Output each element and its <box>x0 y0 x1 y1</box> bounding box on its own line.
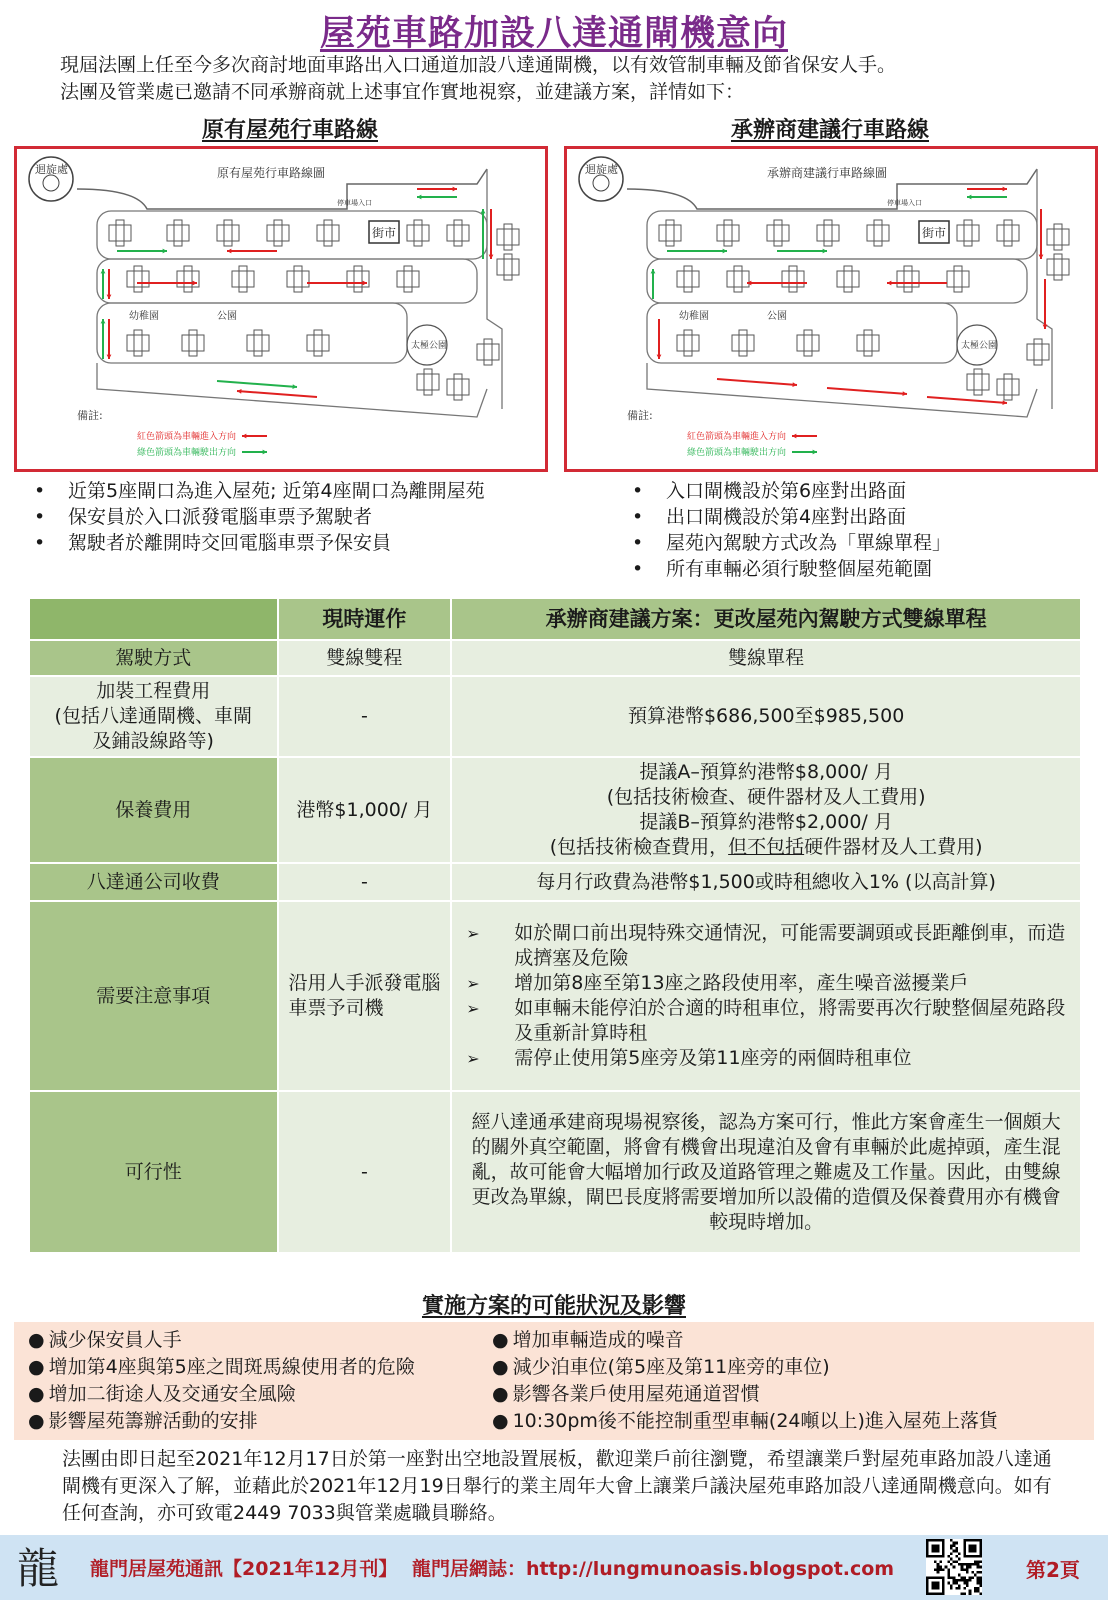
building-block <box>867 225 889 241</box>
impact-item: ● 影響屋苑籌辦活動的安排 <box>28 1408 415 1435</box>
impact-item: ● 增加車輛造成的噪音 <box>492 1327 998 1354</box>
title-wrap <box>0 6 1108 56</box>
comparison-table <box>28 597 1082 1254</box>
building-block <box>677 271 699 287</box>
map-title: 原有屋苑行車路線圖 <box>217 166 326 180</box>
table-header-row <box>30 599 1080 639</box>
qr-module <box>963 1582 966 1585</box>
qr-module <box>977 1582 980 1585</box>
row-label-notes: 需要注意事項 <box>30 902 277 1090</box>
intro-line-2: 法團及管業處已邀請不同承辦商就上述事宜作實地視察，並建議方案，詳情如下： <box>60 81 745 103</box>
remarks-label: 備註: <box>77 409 103 422</box>
qr-finder-core <box>969 1544 977 1552</box>
remarks-label: 備註: <box>627 409 653 422</box>
qr-module <box>947 1582 950 1585</box>
building-block <box>677 335 699 351</box>
qr-module <box>958 1579 961 1582</box>
note-item: ➢ 如於閘口前出現特殊交通情況，可能需要調頭或長距離倒車，而造成擠塞及危險 <box>456 921 1076 971</box>
qr-module <box>966 1584 969 1587</box>
cell-proposal: 雙線單程 <box>452 641 1080 675</box>
qr-module <box>963 1568 966 1571</box>
legend-exit-label: 綠色箭頭為車輛駛出方向 <box>137 448 237 458</box>
qr-finder-core <box>931 1544 939 1552</box>
qr-module <box>955 1550 958 1553</box>
cell-current: 雙線雙程 <box>279 641 451 675</box>
impact-item: ● 10:30pm後不能控制重型車輛(24噸以上)進入屋苑上落貨 <box>492 1408 998 1435</box>
building-block <box>1027 344 1049 360</box>
qr-module <box>977 1566 980 1569</box>
building-block <box>247 335 269 351</box>
building-block <box>477 344 499 360</box>
qr-module <box>939 1568 942 1571</box>
qr-module <box>955 1547 958 1550</box>
bullet-item: • 出口閘機設於第4座對出路面 <box>618 504 1088 530</box>
qr-module <box>979 1571 982 1574</box>
qr-module <box>953 1542 956 1545</box>
building-block <box>397 271 419 287</box>
qr-module <box>977 1560 980 1563</box>
qr-module <box>977 1579 980 1582</box>
proposed-route-bullets <box>618 478 1088 582</box>
building-block <box>997 379 1019 395</box>
qr-module <box>966 1568 969 1571</box>
building-block <box>727 271 749 287</box>
bullet-item: • 所有車輛必須行駛整個屋苑範圍 <box>618 556 1088 582</box>
qr-module <box>961 1576 964 1579</box>
qr-module <box>969 1566 972 1569</box>
qr-module <box>963 1563 966 1566</box>
building-block <box>1047 259 1069 275</box>
qr-module <box>958 1563 961 1566</box>
qr-module <box>963 1576 966 1579</box>
cell-proposal-notes <box>452 902 1080 1090</box>
roundabout-label: 迴旋處 <box>35 163 68 176</box>
building-block <box>167 225 189 241</box>
bullet-item: • 入口閘機設於第6座對出路面 <box>618 478 1088 504</box>
cell-proposal: 每月行政費為港幣$1,500或時租總收入1% (以高計算) <box>452 864 1080 900</box>
qr-module <box>979 1566 982 1569</box>
qr-module <box>979 1576 982 1579</box>
qr-module <box>969 1592 972 1595</box>
qr-module <box>955 1582 958 1585</box>
building-block <box>497 229 519 245</box>
cell-current: - <box>279 677 451 756</box>
building-block <box>407 225 429 241</box>
table-row <box>30 1092 1080 1252</box>
impact-item: ● 影響各業戶使用屋苑通道習慣 <box>492 1381 998 1408</box>
proposed-route-heading: 承辦商建議行車路線 <box>730 118 929 143</box>
proposed-map-drawing <box>567 149 1095 469</box>
building-block <box>109 225 131 241</box>
qr-module <box>963 1579 966 1582</box>
cell-feasibility-text: 經八達通承建商現場視察後，認為方案可行，惟此方案會產生一個頗大的關外真空範圍，將會有機會出現違泊及會有車輛於此處掉頭，產生混亂，故可能會大幅增加行政及道路管理之難處及工作量。因此，由雙線更改為單線，閘巴長度將需要增加所以設備的造價及保養費用亦有機會較現時增加。 <box>452 1092 1080 1252</box>
qr-module <box>969 1579 972 1582</box>
qr-module <box>966 1579 969 1582</box>
qr-module <box>947 1571 950 1574</box>
building-block <box>947 271 969 287</box>
plan-b-line: 提議B–預算約港幣$2,000/ 月 <box>639 811 893 833</box>
kindergarten-label: 幼稚園 <box>679 311 709 322</box>
qr-module <box>979 1592 982 1595</box>
building-block <box>997 225 1019 241</box>
taichi-park-label: 太極公園 <box>961 341 998 351</box>
qr-module <box>969 1576 972 1579</box>
parking-label: 停車場入口 <box>887 199 922 207</box>
cell-current: 沿用人手派發電腦車票予司機 <box>279 902 451 1090</box>
qr-module <box>950 1558 953 1561</box>
dragon-logo-icon <box>10 1539 66 1595</box>
building-block <box>307 335 329 351</box>
roundabout-label: 迴旋處 <box>585 163 618 176</box>
qr-module <box>977 1576 980 1579</box>
qr-module <box>977 1563 980 1566</box>
qr-module <box>953 1544 956 1547</box>
qr-module <box>950 1563 953 1566</box>
row-label-feasibility: 可行性 <box>30 1092 277 1252</box>
building-block <box>837 271 859 287</box>
qr-module <box>937 1568 940 1571</box>
qr-module <box>950 1584 953 1587</box>
qr-module <box>953 1550 956 1553</box>
qr-module <box>969 1590 972 1593</box>
qr-module <box>966 1582 969 1585</box>
table-row <box>30 864 1080 900</box>
taichi-park-label: 太極公園 <box>411 341 448 351</box>
qr-module <box>974 1563 977 1566</box>
qr-module <box>955 1579 958 1582</box>
building-block <box>967 374 989 390</box>
row-label-driving: 駕駛方式 <box>30 641 277 675</box>
building-block <box>447 225 469 241</box>
qr-module <box>939 1566 942 1569</box>
qr-module <box>961 1592 964 1595</box>
parking-label: 停車場入口 <box>337 199 372 207</box>
qr-module <box>961 1579 964 1582</box>
qr-module <box>958 1584 961 1587</box>
proposed-route-map <box>564 146 1098 472</box>
plan-b-note-post: 硬件器材及人工費用) <box>804 836 983 858</box>
plan-b-note-pre: (包括技術檢查費用， <box>549 836 729 858</box>
qr-module <box>937 1563 940 1566</box>
qr-module <box>966 1566 969 1569</box>
row-label-maintenance: 保養費用 <box>30 758 277 862</box>
qr-module <box>974 1587 977 1590</box>
building-block <box>817 225 839 241</box>
building-block <box>232 271 254 287</box>
qr-module <box>953 1576 956 1579</box>
qr-module <box>966 1571 969 1574</box>
qr-module <box>950 1547 953 1550</box>
qr-module <box>979 1579 982 1582</box>
legend-entry-label: 紅色箭頭為車輛進入方向 <box>687 432 787 442</box>
impact-list-left <box>28 1327 415 1435</box>
qr-module <box>947 1555 950 1558</box>
qr-module <box>953 1566 956 1569</box>
qr-module <box>942 1568 945 1571</box>
building-block <box>1047 229 1069 245</box>
cell-current: 港幣$1,000/ 月 <box>279 758 451 862</box>
building-block <box>317 225 339 241</box>
qr-module <box>961 1563 964 1566</box>
building-block <box>177 271 199 287</box>
table-row <box>30 677 1080 756</box>
kindergarten-label: 幼稚園 <box>129 311 159 322</box>
building-block <box>767 225 789 241</box>
table-header-blank <box>30 599 277 639</box>
building-block <box>797 335 819 351</box>
qr-module <box>974 1560 977 1563</box>
qr-module <box>963 1587 966 1590</box>
note-item: ➢ 如車輛未能停泊於合適的時租車位，將需要再次行駛整個屋苑路段及重新計算時租 <box>456 996 1076 1046</box>
bullet-item: • 駕駛者於離開時交回電腦車票予保安員 <box>20 530 540 556</box>
qr-module <box>950 1576 953 1579</box>
qr-module <box>947 1576 950 1579</box>
impact-item: ● 減少泊車位(第5座及第11座旁的車位) <box>492 1354 998 1381</box>
map-title: 承辦商建議行車路線圖 <box>767 166 888 180</box>
building-block <box>127 271 149 287</box>
blog-link[interactable]: 龍門居網誌：http://lungmunoasis.blogspot.com <box>411 1558 895 1580</box>
cell-proposal-maintenance <box>452 758 1080 862</box>
qr-module <box>955 1555 958 1558</box>
building-block <box>417 374 439 390</box>
impact-title: 實施方案的可能狀況及影響 <box>421 1294 686 1319</box>
qr-finder-core <box>931 1582 939 1590</box>
building-block <box>287 271 309 287</box>
table-header-proposal: 承辦商建議方案：更改屋苑內駕駛方式雙線單程 <box>452 599 1080 639</box>
original-route-bullets <box>20 478 540 556</box>
footer <box>0 1535 1108 1600</box>
note-item: ➢ 需停止使用第5座旁及第11座旁的兩個時租車位 <box>456 1046 1076 1071</box>
market-label: 街市 <box>372 226 397 240</box>
qr-module <box>934 1568 937 1571</box>
qr-module <box>955 1560 958 1563</box>
impact-list-right <box>492 1327 998 1435</box>
plan-a-line: 提議A–預算約港幣$8,000/ 月 <box>639 761 893 783</box>
page-number: 第2頁 <box>1026 1558 1080 1582</box>
newsletter-label: 龍門居屋苑通訊【2021年12月刊】 <box>90 1558 398 1580</box>
table-header-current: 現時運作 <box>279 599 451 639</box>
impact-item: ● 增加二街途人及交通安全風險 <box>28 1381 415 1408</box>
qr-module <box>950 1539 953 1542</box>
logo-char: 龍 <box>16 1544 60 1593</box>
building-block <box>127 335 149 351</box>
building-block <box>957 225 979 241</box>
qr-module <box>974 1574 977 1577</box>
intro-line-1: 現屆法團上任至今多次商討地面車路出入口通道加設八達通閘機，以有效管制車輛及節省保安人手。 <box>60 54 897 76</box>
building-block <box>447 379 469 395</box>
plan-b-note <box>456 835 1076 860</box>
cell-proposal: 預算港幣$686,500至$985,500 <box>452 677 1080 756</box>
row-label-install: 加裝工程費用 (包括八達通閘機、車閘 及鋪設線路等) <box>30 677 277 756</box>
qr-module <box>937 1566 940 1569</box>
qr-module <box>977 1590 980 1593</box>
original-map-drawing <box>17 149 545 469</box>
qr-module <box>947 1574 950 1577</box>
notes-list <box>456 921 1076 1071</box>
note-item: ➢ 增加第8座至第13座之路段使用率，產生噪音滋擾業戶 <box>456 971 1076 996</box>
qr-module <box>958 1552 961 1555</box>
impact-item: ● 增加第4座與第5座之間斑馬線使用者的危險 <box>28 1354 415 1381</box>
qr-module <box>950 1587 953 1590</box>
building-block <box>857 335 879 351</box>
legend-entry-label: 紅色箭頭為車輛進入方向 <box>137 432 237 442</box>
qr-module <box>953 1560 956 1563</box>
row-label-octopus: 八達通公司收費 <box>30 864 277 900</box>
qr-module <box>963 1592 966 1595</box>
park-label: 公園 <box>767 311 787 322</box>
original-route-map <box>14 146 548 472</box>
cell-current: - <box>279 1092 451 1252</box>
qr-module <box>974 1590 977 1593</box>
qr-module <box>971 1571 974 1574</box>
qr-module <box>977 1587 980 1590</box>
qr-module <box>937 1571 940 1574</box>
page-title: 屋苑車路加設八達通閘機意向 <box>319 14 788 54</box>
table-row <box>30 641 1080 675</box>
qr-module <box>971 1563 974 1566</box>
building-block <box>347 271 369 287</box>
qr-module <box>939 1560 942 1563</box>
qr-module <box>945 1566 948 1569</box>
qr-module <box>961 1568 964 1571</box>
impact-box <box>14 1322 1094 1440</box>
table-row <box>30 902 1080 1090</box>
qr-module <box>979 1582 982 1585</box>
qr-module <box>947 1568 950 1571</box>
building-block <box>782 271 804 287</box>
building-block <box>659 225 681 241</box>
original-route-heading: 原有屋苑行車路線 <box>201 118 378 143</box>
building-block <box>732 335 754 351</box>
impact-item: ● 減少保安員人手 <box>28 1327 415 1354</box>
building-block <box>897 271 919 287</box>
bullet-item: • 近第5座閘口為進入屋苑; 近第4座閘口為離開屋苑 <box>20 478 540 504</box>
cell-current: - <box>279 864 451 900</box>
qr-module <box>955 1587 958 1590</box>
bullet-item: • 保安員於入口派發電腦車票予駕駛者 <box>20 504 540 530</box>
qr-code-icon[interactable] <box>926 1539 982 1595</box>
footer-text <box>90 1554 902 1581</box>
plan-b-note-underlined: 但不包括 <box>728 836 805 858</box>
building-block <box>497 259 519 275</box>
table-row <box>30 758 1080 862</box>
qr-module <box>950 1544 953 1547</box>
qr-module <box>977 1571 980 1574</box>
plan-a-note: (包括技術檢查、硬件器材及人工費用) <box>606 786 926 808</box>
closing-paragraph: 法團由即日起至2021年12月17日於第一座對出空地設置展板，歡迎業戶前往瀏覽，希望讓業戶對屋苑車路加設八達通閘機有更深入了解，並藉此於2021年12月19日舉行的業主周年大會上讓業戶議決屋苑車路加設八達通閘機意向。如有任何查詢，亦可致電2449 7033與管業處職員聯絡。 <box>62 1448 1052 1524</box>
legend-exit-label: 綠色箭頭為車輛駛出方向 <box>687 448 787 458</box>
qr-module <box>958 1587 961 1590</box>
park-label: 公園 <box>217 311 237 322</box>
building-block <box>267 225 289 241</box>
building-block <box>182 335 204 351</box>
qr-module <box>979 1584 982 1587</box>
intro <box>60 52 1060 106</box>
qr-module <box>969 1563 972 1566</box>
bullet-item: • 屋苑內駕駛方式改為「單線單程」 <box>618 530 1088 556</box>
qr-module <box>953 1579 956 1582</box>
qr-module <box>958 1558 961 1561</box>
qr-module <box>979 1560 982 1563</box>
qr-module <box>950 1552 953 1555</box>
qr-module <box>971 1576 974 1579</box>
qr-module <box>953 1582 956 1585</box>
building-block <box>717 225 739 241</box>
qr-module <box>947 1560 950 1563</box>
qr-module <box>958 1574 961 1577</box>
qr-module <box>961 1566 964 1569</box>
qr-module <box>966 1563 969 1566</box>
qr-module <box>934 1560 937 1563</box>
market-label: 街市 <box>922 226 947 240</box>
building-block <box>217 225 239 241</box>
qr-module <box>955 1542 958 1545</box>
